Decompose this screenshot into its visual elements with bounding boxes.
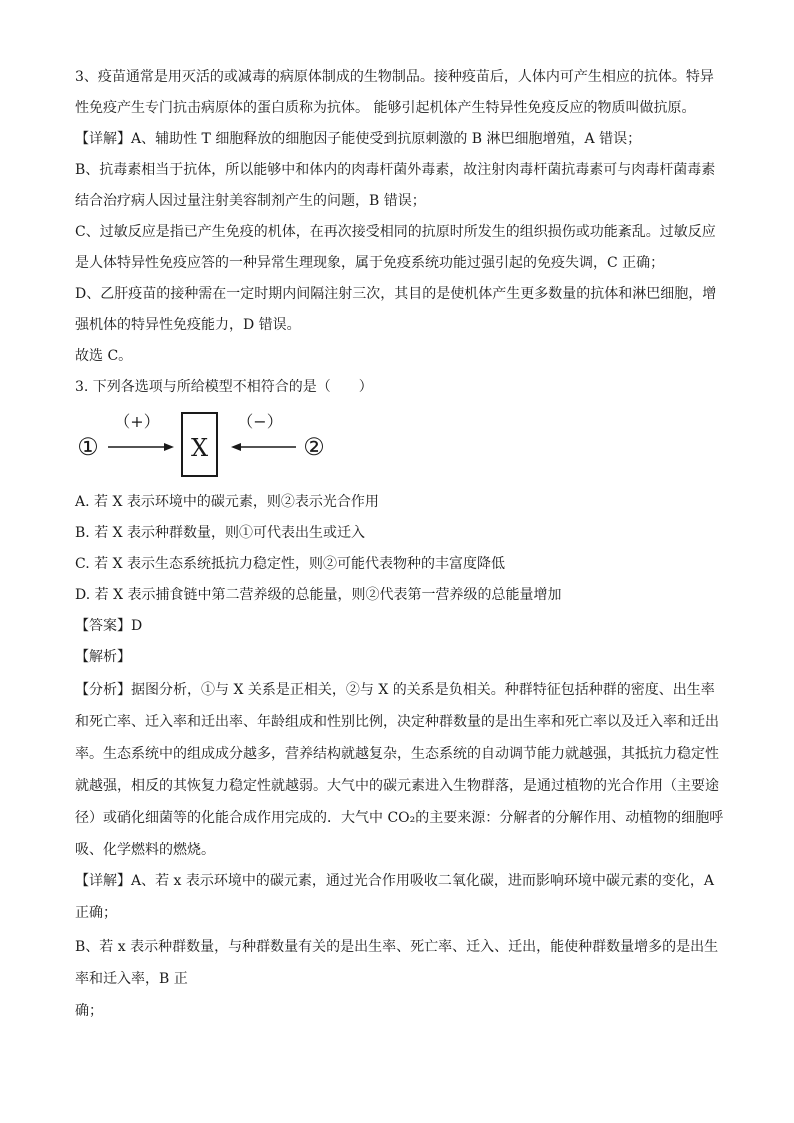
analysis-paragraph: 率。生态系统中的组成成分越多，营养结构就越复杂，生态系统的自动调节能力就越强，其抵抗力稳定性 — [75, 746, 719, 762]
analysis-paragraph: 【分析】据图分析，①与 X 关系是正相关，②与 X 的关系是负相关。种群特征包括种群的密度、出生率 — [75, 682, 715, 698]
right-node-label: ② — [303, 433, 325, 461]
option-c: C. 若 X 表示生态系统抵抗力稳定性，则②可能代表物种的丰富度降低 — [75, 556, 505, 572]
question-stem: 3. 下列各选项与所给模型不相符合的是（ ） — [75, 379, 373, 395]
analysis-paragraph: 率和迁入率，B 正 — [75, 971, 188, 987]
analysis-paragraph: 正确； — [75, 905, 117, 921]
x-label: X — [190, 434, 209, 462]
positive-sign: （+） — [114, 412, 160, 431]
option-d: D. 若 X 表示捕食链中第二营养级的总能量，则②代表第一营养级的总能量增加 — [75, 587, 562, 603]
paragraph: 故选 C。 — [75, 348, 133, 364]
paragraph: 3、疫苗通常是用灭活的或减毒的病原体制成的生物制品。接种疫苗后，人体内可产生相应的抗体。特异 — [75, 69, 714, 85]
paragraph: 性免疫产生专门抗击病原体的蛋白质称为抗体。 能够引起机体产生特异性免疫反应的物质叫做抗原。 — [75, 100, 696, 116]
paragraph: D、乙肝疫苗的接种需在一定时期内间隔注射三次，其目的是使机体产生更多数量的抗体和淋巴细胞，增 — [75, 286, 717, 302]
answer-label: 【答案】D — [75, 618, 143, 634]
analysis-paragraph: 和死亡率、迁入率和迁出率、年龄组成和性别比例，决定种群数量的是出生率和死亡率以及迁入率和迁出 — [75, 714, 719, 730]
analysis-paragraph: 径）或硝化细菌等的化能合成作用完成的．大气中 CO₂的主要来源：分解者的分解作用、动植物的细胞呼 — [75, 810, 724, 826]
paragraph: B、抗毒素相当于抗体，所以能够中和体内的肉毒杆菌外毒素，故注射肉毒杆菌抗毒素可与肉毒杆菌毒素 — [75, 162, 716, 178]
paragraph: 是人体特异性免疫应答的一种异常生理现象，属于免疫系统功能过强引起的免疫失调，C 正确； — [75, 255, 665, 271]
left-node-label: ① — [77, 433, 99, 461]
analysis-paragraph: 吸、化学燃料的燃烧。 — [75, 842, 215, 858]
arrow-left-head — [231, 443, 241, 451]
paragraph: 结合治疗病人因过量注射美容制剂产生的问题，B 错误； — [75, 193, 426, 209]
analysis-paragraph: B、若 x 表示种群数量，与种群数量有关的是出生率、死亡率、迁入、迁出，能使种群数量增多的是出生 — [75, 939, 719, 955]
paragraph: 强机体的特异性免疫能力，D 错误。 — [75, 317, 301, 333]
option-a: A. 若 X 表示环境中的碳元素，则②表示光合作用 — [75, 494, 379, 510]
arrow-right-head — [164, 443, 174, 451]
analysis-paragraph: 【详解】A、若 x 表示环境中的碳元素，通过光合作用吸收二氧化碳，进而影响环境中碳元素的变化，A — [75, 873, 715, 889]
analysis-paragraph: 确； — [75, 1003, 103, 1019]
paragraph: C、过敏反应是指已产生免疫的机体，在再次接受相同的抗原时所发生的组织损伤或功能紊乱。过敏反应 — [75, 224, 716, 240]
option-b: B. 若 X 表示种群数量，则①可代表出生或迁入 — [75, 525, 366, 541]
negative-sign: （−） — [237, 412, 283, 431]
analysis-heading: 【解析】 — [75, 649, 131, 665]
paragraph: 【详解】A、辅助性 T 细胞释放的细胞因子能使受到抗原刺激的 B 淋巴细胞增殖，A 错误； — [75, 131, 642, 147]
model-diagram — [70, 405, 350, 485]
analysis-paragraph: 就越强，相反的其恢复力稳定性就越弱。大气中的碳元素进入生物群落，是通过植物的光合作用（主要途 — [75, 778, 719, 794]
